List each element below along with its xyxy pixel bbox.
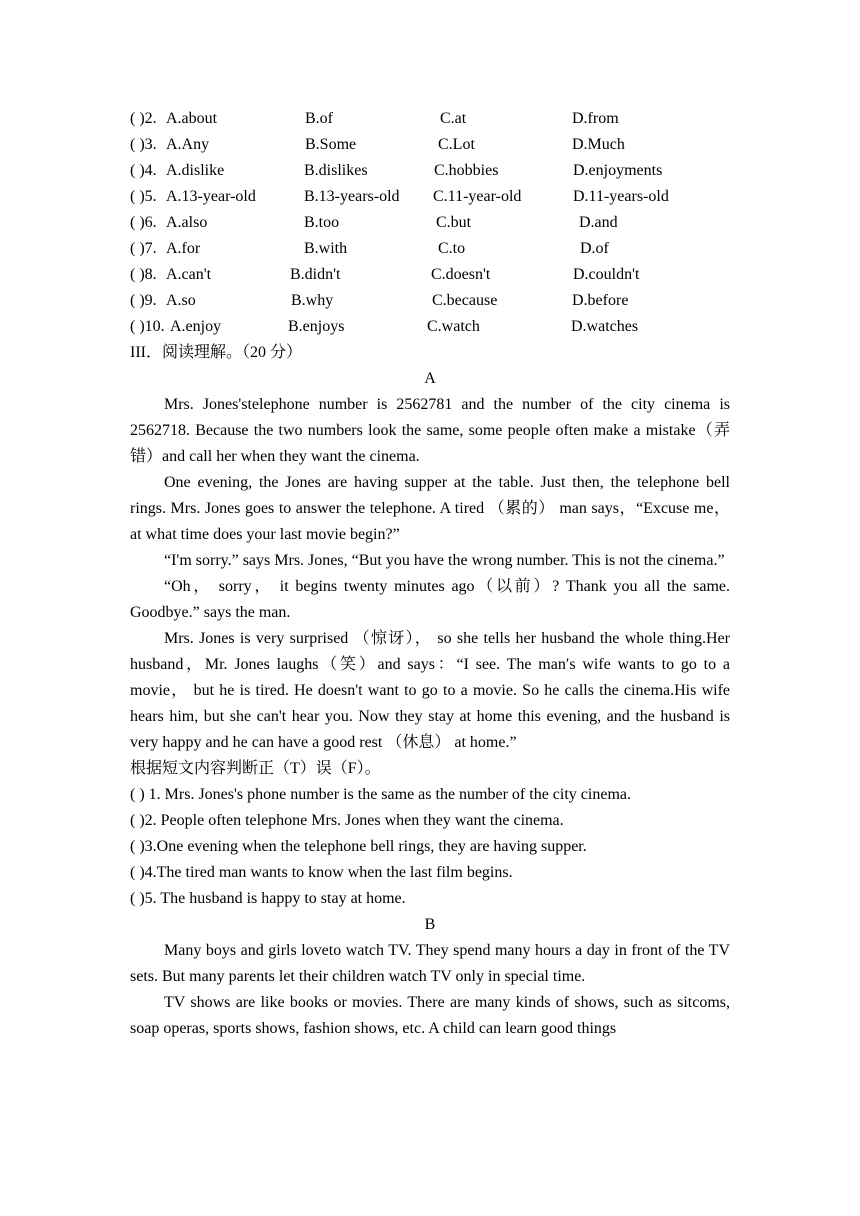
tf-item: ( )3.One evening when the telephone bell rings, they are having supper. [130, 838, 587, 855]
cloze-item [130, 210, 730, 236]
option-a: A.so [166, 292, 196, 309]
cloze-item [130, 236, 730, 262]
option-c: C.hobbies [434, 162, 499, 179]
option-c: C.11-year-old [433, 188, 522, 205]
option-b: B.13-years-old [304, 188, 400, 205]
option-a: A.dislike [166, 162, 225, 179]
option-b: B.enjoys [288, 318, 345, 335]
item-number: ( )3. [130, 136, 157, 153]
cloze-item [130, 158, 730, 184]
option-b: B.didn't [290, 266, 341, 283]
option-d: D.before [572, 292, 629, 309]
tf-instruction: 根据短文内容判断正（T）误（F）。 [130, 760, 381, 777]
option-a: A.enjoy [170, 318, 222, 335]
option-d: D.couldn't [573, 266, 640, 283]
option-d: D.and [579, 214, 618, 231]
option-c: C.Lot [438, 136, 475, 153]
paragraph: One evening, the Jones are having supper at the table. Just then, the telephone bell rings. Mrs. Jones goes to answer the telephone. A tired （累的） man says，“Excuse me， at what time does your last movie begin?” [130, 474, 730, 543]
item-number: ( )6. [130, 214, 157, 231]
option-d: D.of [580, 240, 609, 257]
option-c: C.at [440, 110, 467, 127]
passage-a [130, 366, 730, 912]
option-d: D.Much [572, 136, 625, 153]
paragraph: Mrs. Jones is very surprised （惊讶）， so she tells her husband the whole thing.Her husband，Mr. Jones laughs（笑）and says：“I see. The man′s wife wants to go to a movie， but he is tired. He doesn't want to go to a movie. So he calls the cinema.His wife hears him, but she can't hear you. Now they stay at home this evening, and the husband is very happy and he can have a good rest （休息） at home.” [130, 630, 730, 751]
option-a: A.Any [166, 136, 210, 153]
cloze-item [130, 106, 730, 132]
option-c: C.to [438, 240, 466, 257]
option-b: B.Some [305, 136, 357, 153]
option-c: C.doesn't [431, 266, 491, 283]
option-c: C.because [432, 292, 498, 309]
item-number: ( )7. [130, 240, 157, 257]
option-d: D.enjoyments [573, 162, 663, 179]
item-number: ( )5. [130, 188, 157, 205]
paragraph: “Oh， sorry， it begins twenty minutes ago（以前）? Thank you all the same. Goodbye.” says the man. [130, 578, 730, 621]
option-d: D.11-years-old [573, 188, 669, 205]
passage-label: B [424, 916, 436, 933]
item-number: ( )9. [130, 292, 157, 309]
passage-label: A [424, 370, 436, 387]
tf-item: ( )5. The husband is happy to stay at home. [130, 890, 406, 907]
paragraph: Mrs. Jones'stelephone number is 2562781 and the number of the city cinema is 2562718. Because the two numbers look the same, some people often make a mistake（弄错）and call her when they want the cinema. [130, 396, 730, 465]
document-content [130, 106, 730, 1042]
option-a: A.13-year-old [166, 188, 256, 205]
cloze-item [130, 262, 730, 288]
cloze-item [130, 184, 730, 210]
passage-b [130, 912, 730, 1042]
cloze-item [130, 314, 730, 340]
option-a: A.for [166, 240, 201, 257]
cloze-options [130, 106, 730, 340]
item-number: ( )10. [130, 318, 165, 335]
paragraph: “I'm sorry.” says Mrs. Jones, “But you have the wrong number. This is not the cinema.” [164, 552, 725, 569]
tf-item: ( ) 1. Mrs. Jones's phone number is the same as the number of the city cinema. [130, 786, 631, 803]
paragraph: Many boys and girls loveto watch TV. They spend many hours a day in front of the TV sets. But many parents let their children watch TV only in special time. [130, 942, 730, 985]
option-d: D.from [572, 110, 619, 127]
cloze-item [130, 288, 730, 314]
paragraph: TV shows are like books or movies. There are many kinds of shows, such as sitcoms, soap operas, sports shows, fashion shows, etc. A child can learn good things [130, 994, 730, 1037]
option-b: B.with [304, 240, 348, 257]
tf-item: ( )4.The tired man wants to know when the last film begins. [130, 864, 513, 881]
option-b: B.dislikes [304, 162, 368, 179]
section-heading: III．阅读理解。（20 分） [130, 344, 302, 361]
item-number: ( )4. [130, 162, 157, 179]
item-number: ( )8. [130, 266, 157, 283]
option-b: B.why [291, 292, 334, 309]
option-b: B.of [305, 110, 333, 127]
option-d: D.watches [571, 318, 639, 335]
option-a: A.also [166, 214, 208, 231]
cloze-item [130, 132, 730, 158]
tf-item: ( )2. People often telephone Mrs. Jones when they want the cinema. [130, 812, 564, 829]
item-number: ( )2. [130, 110, 157, 127]
option-a: A.can't [166, 266, 212, 283]
option-c: C.but [436, 214, 472, 231]
option-c: C.watch [427, 318, 480, 335]
option-b: B.too [304, 214, 340, 231]
option-a: A.about [166, 110, 218, 127]
